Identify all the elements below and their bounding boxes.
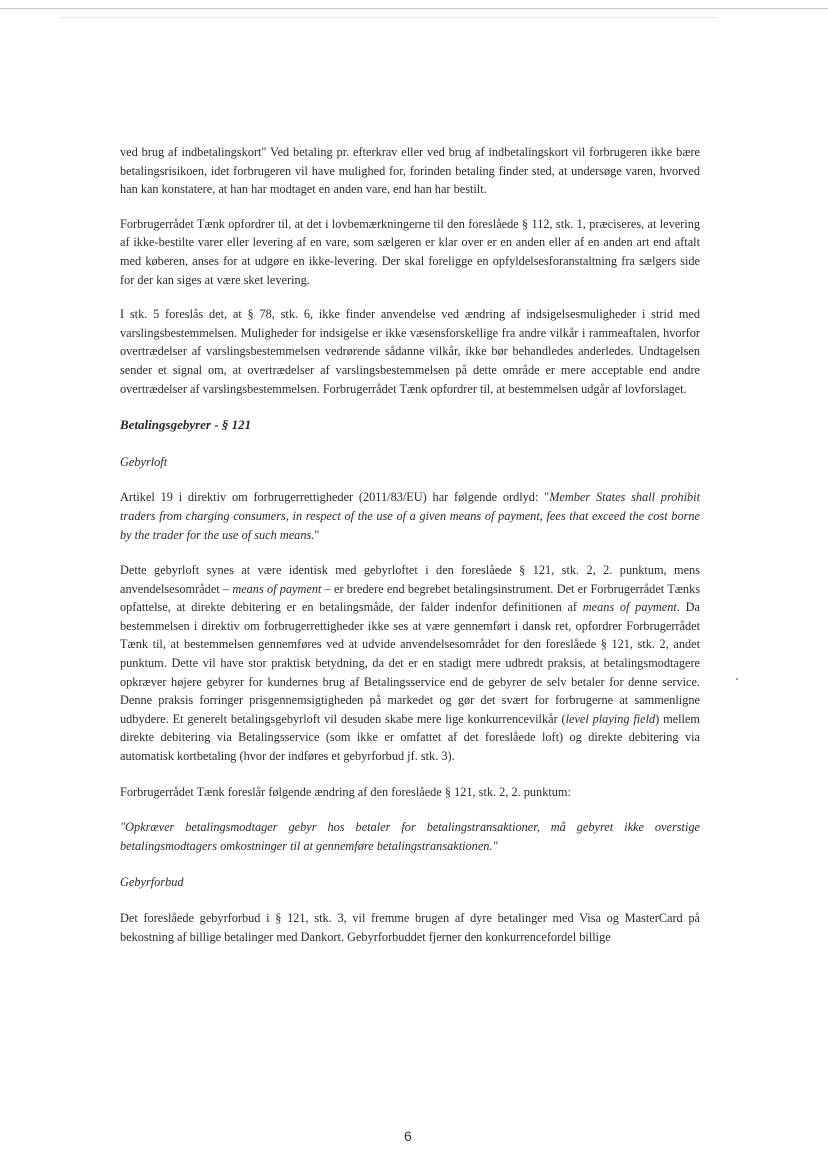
scan-edge-line bbox=[0, 8, 828, 9]
paragraph-ikke-levering: Forbrugerrådet Tænk opfordrer til, at det i lovbemærkningerne til den foreslåede § 112, stk. 1, præciseres, at levering af ikke-bestilte varer eller levering af en vare, som sælgeren er klar over er en anden eller af en anden art end aftalt med køberen, anses for at udgøre en ikke-levering. Der skal foreligge en opfyldelsesforanstaltning fra sælgers side for der kan siges at være sket levering. bbox=[120, 216, 700, 287]
paragraph-gebyrforbud: Det foreslåede gebyrforbud i § 121, stk. 3, vil fremme brugen af dyre betalinger med Visa og MasterCard på bekostning af billige betalinger med Dankort. Gebyrforbuddet fjerner den konkurrencefordel billige bbox=[120, 911, 700, 944]
text-emphasis: means of payment bbox=[582, 600, 677, 615]
proposed-wording: "Opkræver betalingsmodtager gebyr hos betaler for betalingstransaktioner, må gebyret ikke overstige betalingsmodtagers omkostninger til at gennemføre betalingstransaktionen." bbox=[120, 820, 700, 853]
subheading-gebyrloft: Gebyrloft bbox=[120, 454, 168, 469]
text-emphasis: level playing field bbox=[565, 711, 656, 726]
paragraph-gebyrloft-analyse bbox=[120, 561, 700, 766]
paragraph-aendringsforslag-intro: Forbrugerrådet Tænk foreslår følgende ændring af den foreslåede § 121, stk. 2, 2. punktum: bbox=[120, 784, 571, 799]
paragraph-artikel-19 bbox=[120, 488, 700, 544]
scan-faint-line bbox=[60, 17, 718, 18]
text-emphasis: means of payment bbox=[232, 581, 322, 596]
text-segment: ) mellem direkte debitering via Betalingsservice (som ikke er omfattet af det foreslåede loft) og direkte debitering via automatisk kortbetaling (hvor der indføres et gebyrforbud jf. stk. 3). bbox=[120, 711, 700, 764]
artikel-19-close: " bbox=[314, 527, 320, 542]
paragraph-stk5: I stk. 5 foreslås det, at § 78, stk. 6, ikke finder anvendelse ved ændring af indsigelsesmuligheder i strid med varslingsbestemmelsen. Muligheder for indsigelse er ikke væsensforskellige fra andre vilkår i rammeaftalen, hvorfor overtrædelser af varslingsbestemmelsen vedrørende sådanne vilkår, ikke bør behandledes anderledes. Undtagelsen sender et signal om, at overtrædelser af varslingsbestemmelsen på dette område er mere acceptable end andre overtrædelser af varslingsbestemmelsen. Forbrugerrådet Tænk opfordrer til, at bestemmelsen udgår af lovforslaget. bbox=[120, 307, 700, 396]
scan-speck bbox=[736, 678, 738, 680]
paragraph-indbetalingskort: ved brug af indbetalingskort" Ved betaling pr. efterkrav eller ved brug af indbetalingskort vil forbrugeren ikke bære betalingsrisikoen, idet forbrugeren vil have mulighed for, forinden betaling finder sted, at undersøge varen, hvorved han kan konstatere, at han har modtaget en anden vare, end han har bestilt. bbox=[120, 145, 700, 197]
text-segment: . Da bestemmelsen i direktiv om forbrugerrettigheder ikke ses at være gennemført i dansk ret, opfordrer Forbrugerrådet Tænk til, at bestemmelsen gennemføres ved at udvide anvendelsesområdet for den foreslåede § 121, stk. 2, andet punktum. Dette vil have stor praktisk betydning, da det er en stadigt mere udbredt praksis, at betalingsmodtagere opkræver højere gebyrer for kundernes brug af Betalingsservice end de gebyrer de selv betaler for denne service. Denne praksis forringer prisgennemsigtigheden på markedet og gør det svært for forbrugerne at sammenligne udbydere. Et generelt betalingsgebyrloft vil desuden skabe mere lige konkurrencevilkår ( bbox=[120, 600, 700, 726]
text-segment: Dette gebyrloft synes at være identisk med gebyrloftet i den foreslåede § 121, stk. 2, 2. punktum, mens anvendelsesområdet – bbox=[120, 563, 700, 596]
subheading-gebyrforbud: Gebyrforbud bbox=[120, 875, 184, 890]
document-body bbox=[120, 143, 700, 946]
text-segment: – er bredere end begrebet betalingsinstrument. Det er Forbrugerrådet Tænks opfattelse, at direkte debitering er en betalingsmåde, der falder indenfor definitionen af bbox=[120, 581, 701, 615]
section-heading-betalingsgebyrer: Betalingsgebyrer - § 121 bbox=[120, 417, 252, 433]
page-number: 6 bbox=[404, 1128, 412, 1144]
artikel-19-quote: Member States shall prohibit traders from charging consumers, in respect of the use of a given means of payment, fees that exceed the cost borne by the trader for the use of such means. bbox=[120, 490, 700, 542]
paragraph-aendringsforslag-tekst bbox=[120, 818, 700, 855]
artikel-19-intro: Artikel 19 i direktiv om forbrugerrettigheder (2011/83/EU) har følgende ordlyd: " bbox=[120, 490, 550, 505]
